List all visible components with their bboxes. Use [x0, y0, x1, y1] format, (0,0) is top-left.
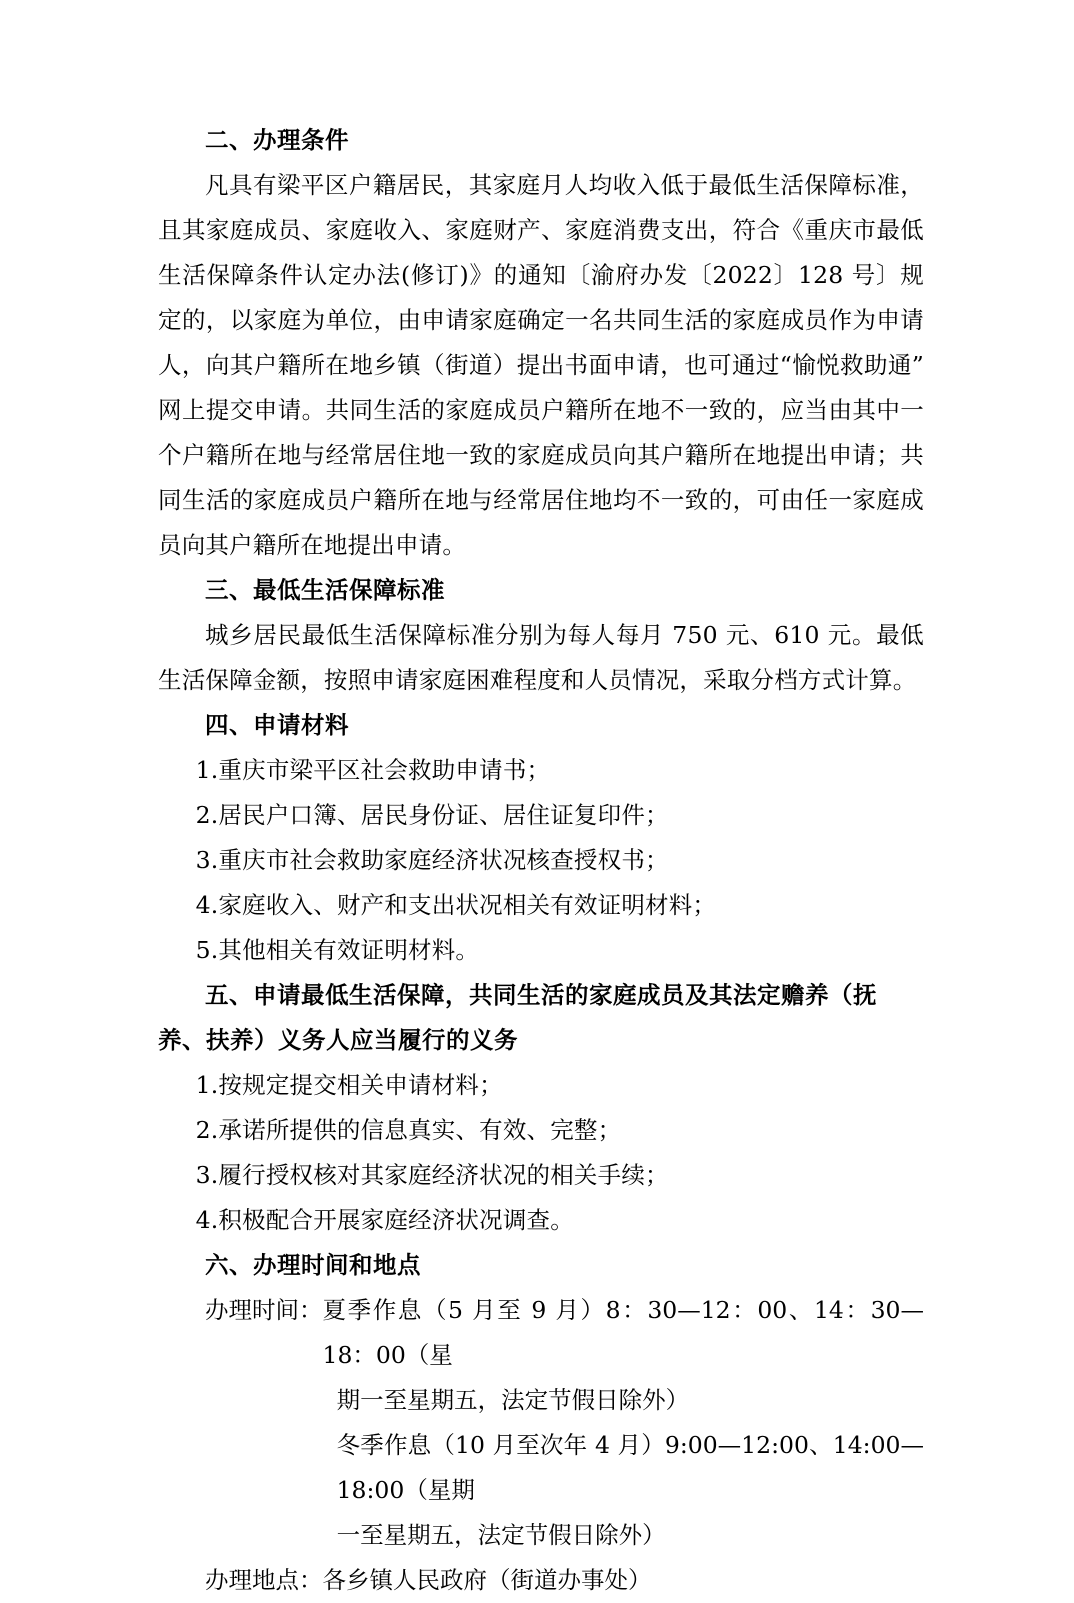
- section-heading-time-place: 六、办理时间和地点: [205, 1251, 421, 1279]
- office-location-row: [158, 1558, 924, 1603]
- list-item: 1.按规定提交相关申请材料；: [195, 1071, 503, 1099]
- list-item: 3.履行授权核对其家庭经济状况的相关手续；: [195, 1161, 669, 1189]
- office-hours-winter-line2: 一至星期五，法定节假日除外）: [336, 1521, 666, 1549]
- section-heading-standard: 三、最低生活保障标准: [205, 576, 445, 604]
- section-paragraph-conditions: 凡具有梁平区户籍居民，其家庭月人均收入低于最低生活保障标准，且其家庭成员、家庭收入、家庭财产、家庭消费支出，符合《重庆市最低生活保障条件认定办法(修订)》的通知〔渝府办发〔2022〕128 号〕规定的，以家庭为单位，由申请家庭确定一名共同生活的家庭成员作为申请人，向其户籍所在地乡镇（街道）提出书面申请，也可通过“愉悦救助通”网上提交申请。共同生活的家庭成员户籍所在地不一致的，应当由其中一个户籍所在地与经常居住地一致的家庭成员向其户籍所在地提出申请；共同生活的家庭成员户籍所在地与经常居住地均不一致的，可由任一家庭成员向其户籍所在地提出申请。: [158, 171, 924, 559]
- office-hours-row: [158, 1288, 924, 1378]
- office-location-label: 办理地点：: [205, 1566, 323, 1594]
- list-item: 2.居民户口簿、居民身份证、居住证复印件；: [195, 801, 669, 829]
- office-hours-summer-line1: 夏季作息（5 月至 9 月）8：30—12：00、14：30—18：00（星: [322, 1296, 924, 1369]
- section-paragraph-standard: 城乡居民最低生活保障标准分别为每人每月 750 元、610 元。最低生活保障金额，按照申请家庭困难程度和人员情况，采取分档方式计算。: [158, 621, 924, 694]
- office-hours-summer-line2: 期一至星期五，法定节假日除外）: [336, 1386, 690, 1414]
- section-heading-conditions: 二、办理条件: [205, 126, 349, 154]
- list-item: 4.积极配合开展家庭经济状况调查。: [195, 1206, 574, 1234]
- list-item: 1.重庆市梁平区社会救助申请书；: [195, 756, 551, 784]
- list-item: 3.重庆市社会救助家庭经济状况核查授权书；: [195, 846, 669, 874]
- office-location-value: 各乡镇人民政府（街道办事处）: [322, 1566, 652, 1594]
- document-body: [158, 118, 924, 1603]
- list-item: 4.家庭收入、财产和支出状况相关有效证明材料；: [195, 891, 717, 919]
- list-item: 2.承诺所提供的信息真实、有效、完整；: [195, 1116, 622, 1144]
- section-heading-materials: 四、申请材料: [205, 711, 349, 739]
- office-hours-label: 办理时间：: [205, 1296, 323, 1324]
- section-heading-obligations: 五、申请最低生活保障，共同生活的家庭成员及其法定赡养（抚养、扶养）义务人应当履行的义务: [158, 981, 877, 1054]
- list-item: 5.其他相关有效证明材料。: [195, 936, 480, 964]
- office-hours-winter-line1: 冬季作息（10 月至次年 4 月）9:00—12:00、14:00—18:00（星期: [336, 1431, 924, 1504]
